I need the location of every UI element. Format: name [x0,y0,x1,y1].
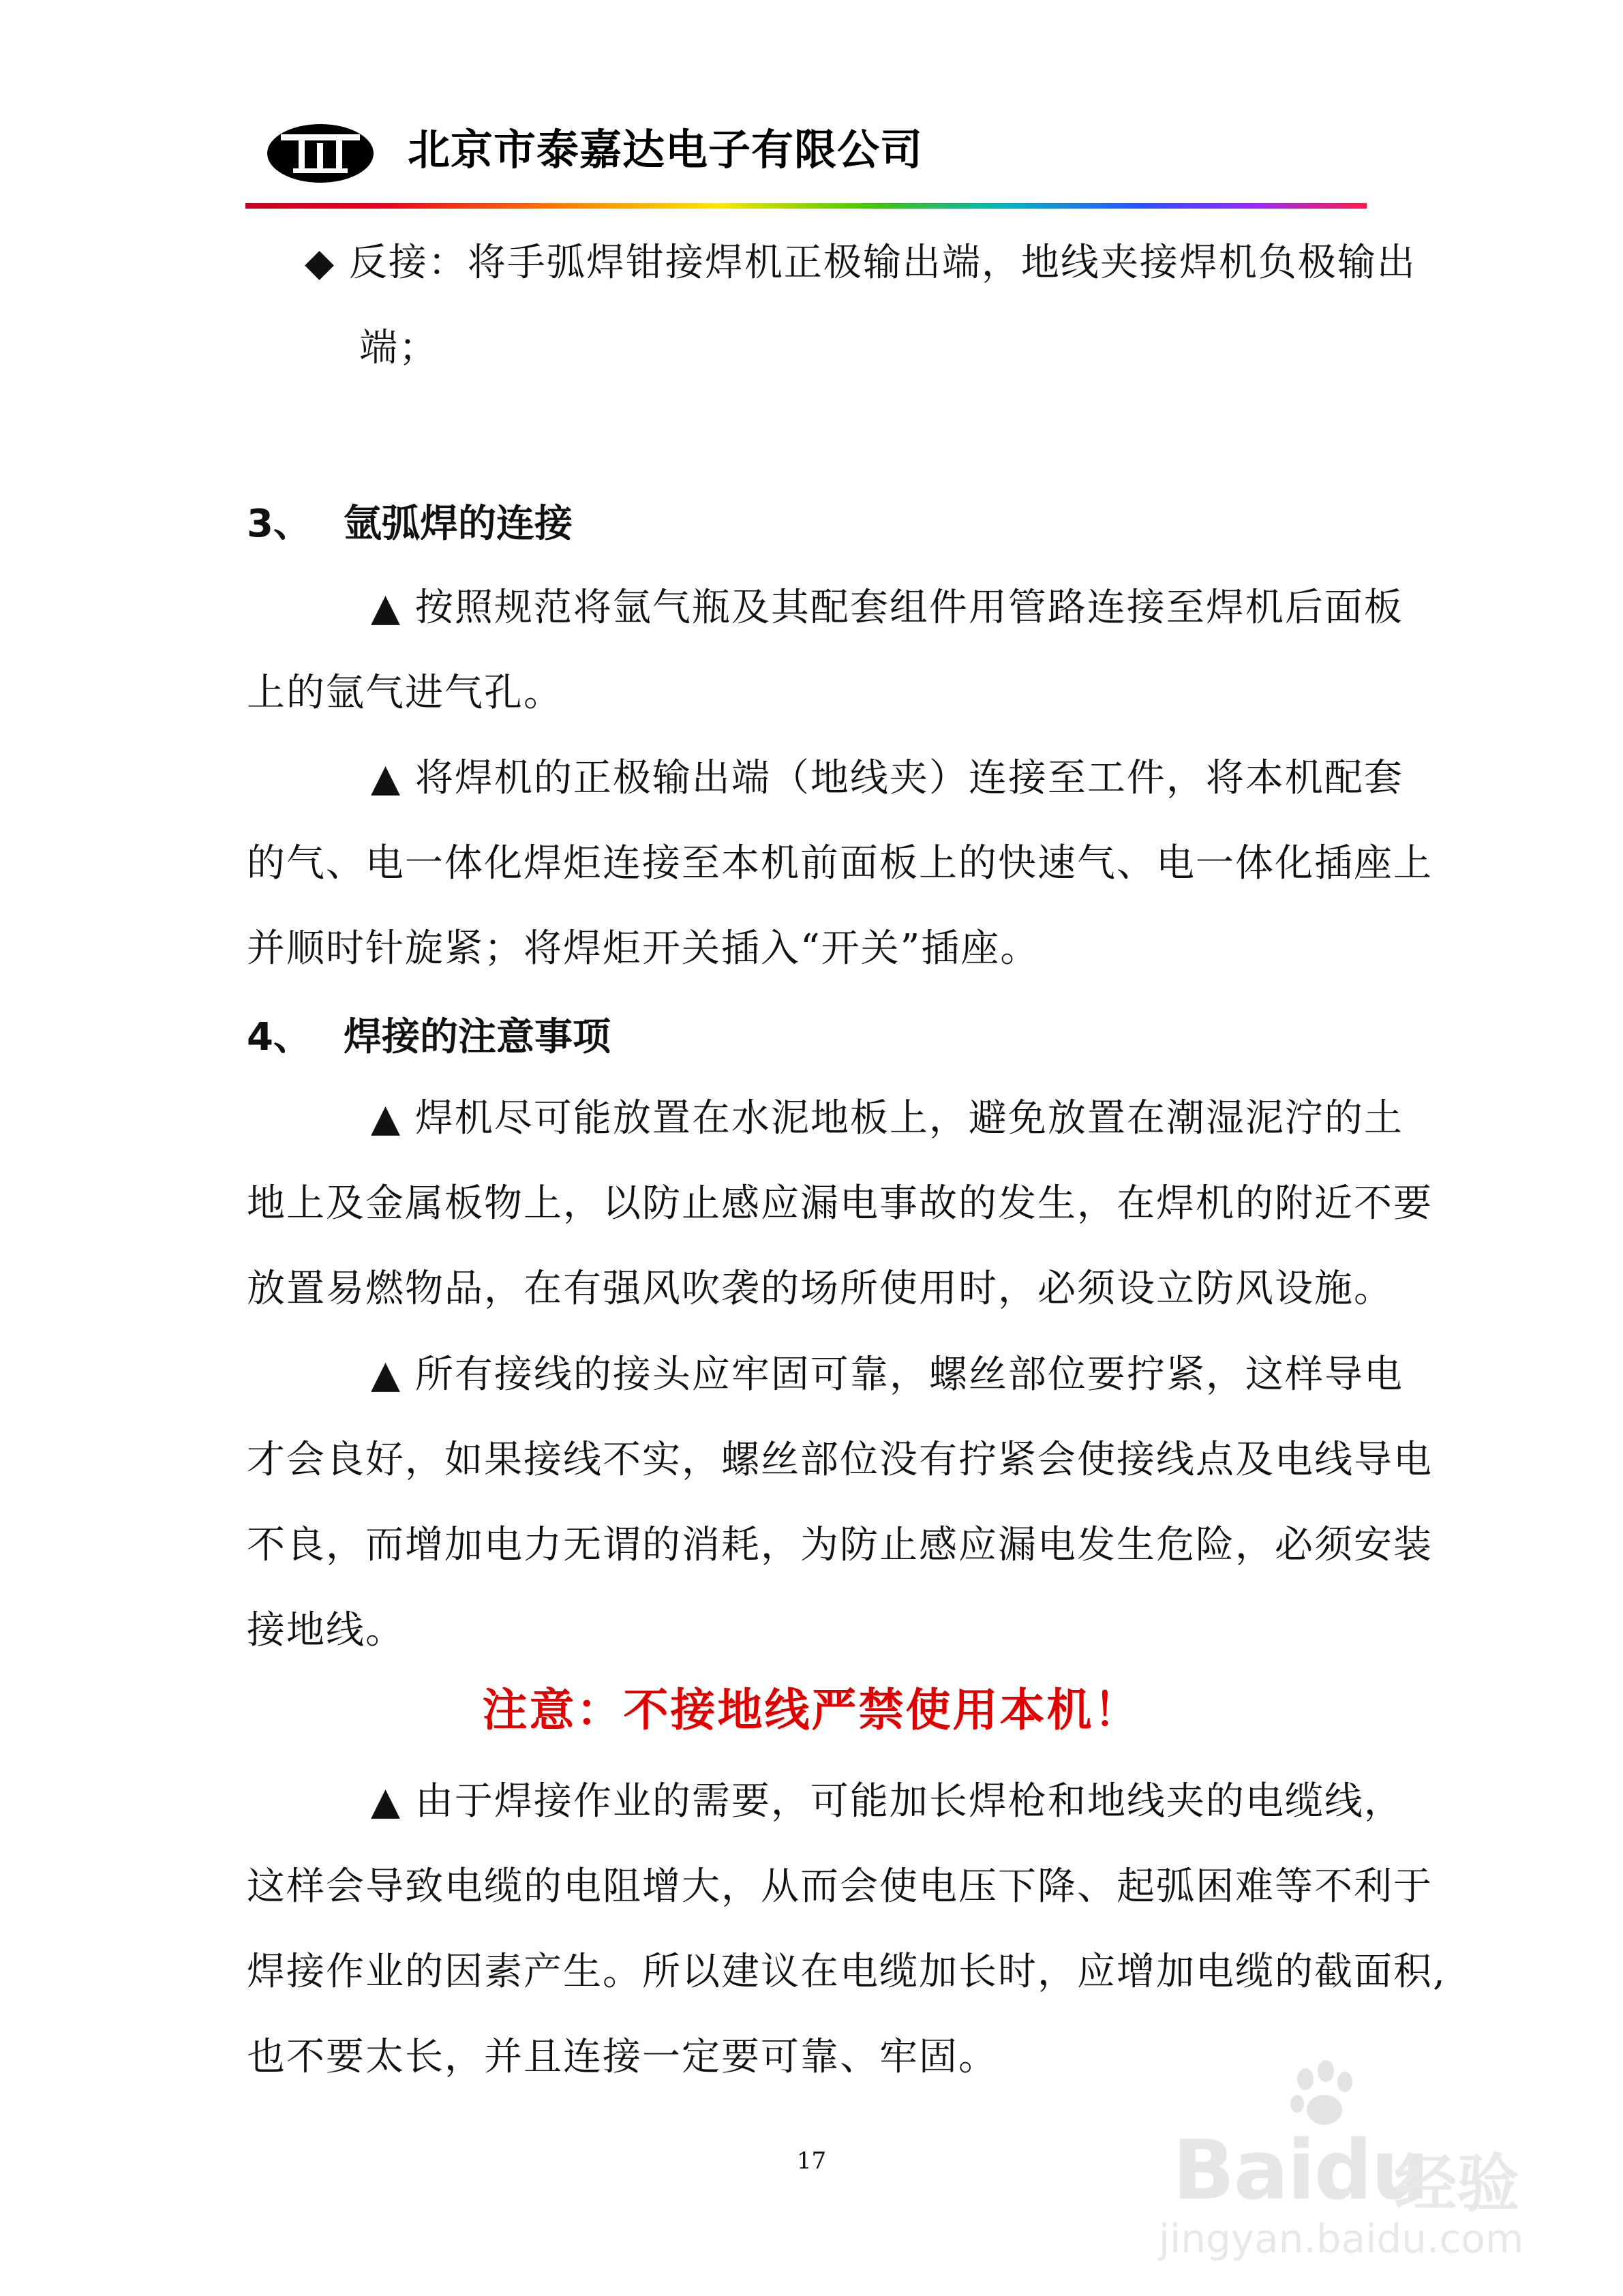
text-line: 才会良好，如果接线不实，螺丝部位没有拧紧会使接线点及电线导电 [247,1438,1433,1482]
text-line: ▲ 焊机尽可能放置在水泥地板上，避免放置在潮湿泥泞的土 [371,1096,1404,1141]
baidu-watermark [1125,2059,1534,2263]
text-line: ▲ 按照规范将氩气瓶及其配套组件用管路连接至焊机后面板 [371,586,1404,630]
section-title: 焊接的注意事项 [344,1015,611,1059]
company-name: 北京市泰嘉达电子有限公司 [408,125,924,175]
text-line: 焊接作业的因素产生。所以建议在电缆加长时，应增加电缆的截面积, [247,1950,1446,1994]
watermark-jingyan: 经验 [1394,2147,1520,2220]
text-line: 这样会导致电缆的电阻增大，从而会使电压下降、起弧困难等不利于 [247,1864,1433,1909]
text-line: ▲ 所有接线的接头应牢固可靠，螺丝部位要拧紧，这样导电 [371,1353,1404,1397]
text-line: 的气、电一体化焊炬连接至本机前面板上的快速气、电一体化插座上 [247,841,1433,886]
text-line: 不良，而增加电力无谓的消耗，为防止感应漏电发生危险，必须安装 [247,1523,1433,1567]
paw-icon [1285,2059,1360,2134]
text-line: 接地线。 [247,1608,405,1652]
text-line: ▲ 将焊机的正极输出端（地线夹）连接至工件，将本机配套 [371,756,1404,800]
section-number: 3、 [247,502,312,546]
text-line: 并顺时针旋紧；将焊炬开关插入“开关”插座。 [247,926,1040,971]
section-3-paragraph-1 [247,565,1404,736]
watermark-brand: Baidu [1172,2124,1428,2218]
text-line: ◆ 反接：将手弧焊钳接焊机正极输出端，地线夹接焊机负极输出 [305,241,1416,285]
intro-bullet [305,220,1416,391]
text-line: 放置易燃物品，在有强风吹袭的场所使用时，必须设立防风设施。 [247,1267,1393,1311]
section-title: 氩弧焊的连接 [344,502,573,546]
section-3-paragraph-2 [247,736,1433,991]
text-line: 端； [359,326,438,370]
watermark-url: jingyan.baidu.com [1159,2216,1524,2262]
company-logo [266,123,375,184]
section-number: 4、 [247,1015,312,1059]
page-number: 17 [796,2147,827,2175]
text-line: 也不要太长，并且连接一定要可靠、牢固。 [247,2035,998,2079]
warning-notice: 注意：不接地线严禁使用本机！ [482,1684,1141,1736]
text-line: 地上及金属板物上，以防止感应漏电事故的发生，在焊机的附近不要 [247,1181,1433,1226]
section-4-paragraph-1 [247,1076,1433,1331]
text-line: 上的氩气进气孔。 [247,671,563,715]
section-4-paragraph-2 [247,1332,1433,1673]
text-line: ▲ 由于焊接作业的需要，可能加长焊枪和地线夹的电缆线， [371,1779,1404,1824]
header-divider [245,203,1367,209]
section-4-paragraph-3 [247,1759,1446,2100]
